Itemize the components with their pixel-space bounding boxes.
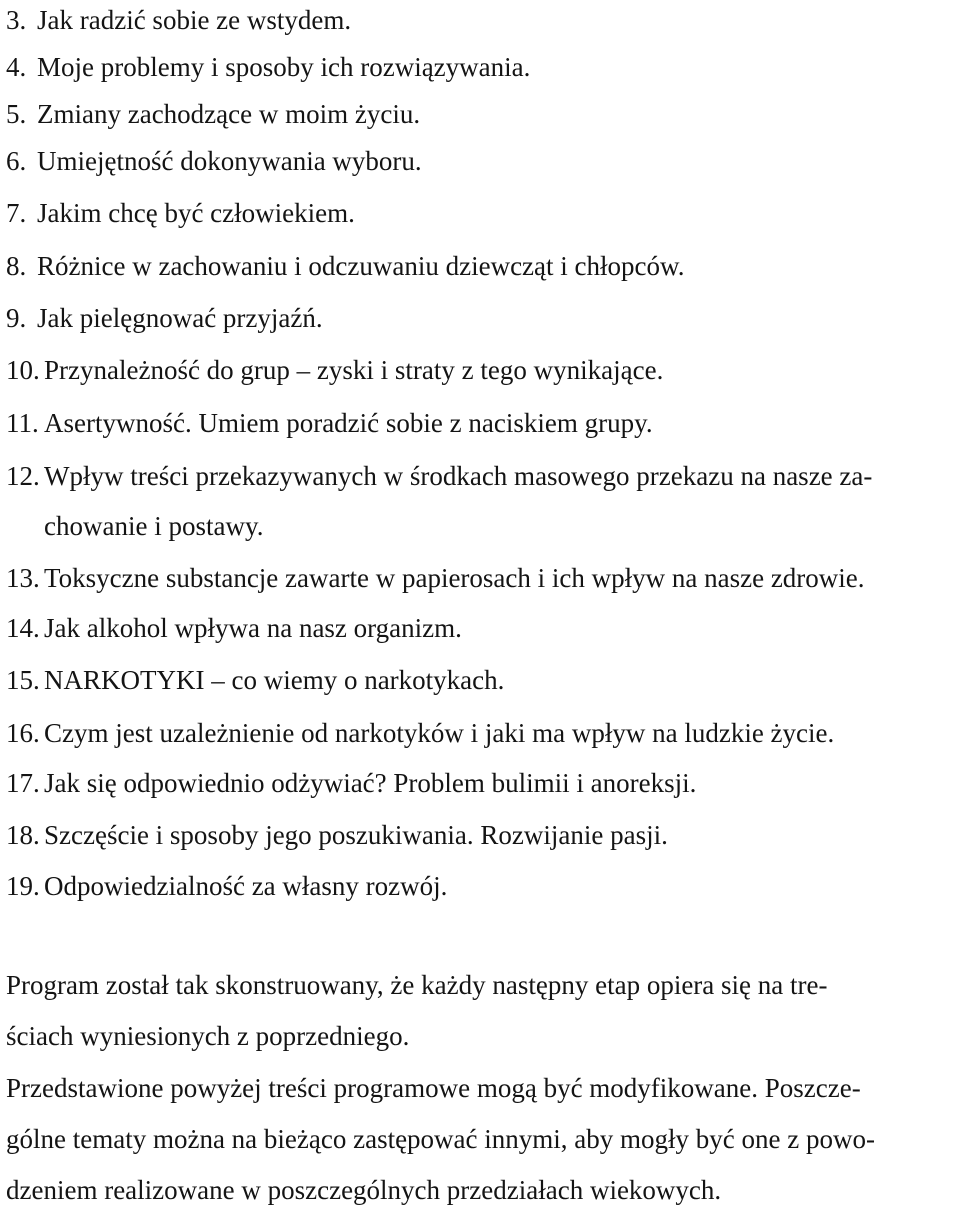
list-item bbox=[0, 608, 960, 648]
list-item bbox=[0, 141, 960, 181]
item-text: Umiejętność dokonywania wyboru. bbox=[37, 146, 422, 176]
list-item bbox=[0, 815, 960, 855]
item-text: Asertywność. Umiem poradzić sobie z naciskiem grupy. bbox=[44, 408, 653, 438]
list-item bbox=[0, 403, 960, 443]
item-number: 17. bbox=[6, 768, 40, 798]
item-number: 15. bbox=[6, 665, 40, 695]
list-item bbox=[0, 0, 960, 40]
item-number: 18. bbox=[6, 820, 40, 850]
item-text: Jak się odpowiednio odżywiać? Problem bulimii i anoreksji. bbox=[44, 768, 697, 798]
paragraph-line: Program został tak skonstruowany, że każdy następny etap opiera się na tre- bbox=[6, 970, 828, 1000]
item-number: 11. bbox=[6, 408, 39, 438]
item-text: Przynależność do grup – zyski i straty z tego wynikające. bbox=[44, 355, 664, 385]
item-number: 10. bbox=[6, 355, 40, 385]
list-item bbox=[0, 660, 960, 700]
list-item bbox=[0, 47, 960, 87]
item-number: 8. bbox=[6, 251, 27, 281]
item-text: Moje problemy i sposoby ich rozwiązywania. bbox=[37, 52, 531, 82]
item-text: Jak radzić sobie ze wstydem. bbox=[37, 5, 352, 35]
item-number: 12. bbox=[6, 461, 40, 491]
item-number: 13. bbox=[6, 563, 40, 593]
item-number: 9. bbox=[6, 303, 27, 333]
list-item bbox=[0, 456, 960, 496]
list-item bbox=[0, 350, 960, 390]
item-number: 19. bbox=[6, 871, 40, 901]
list-item bbox=[0, 193, 960, 233]
item-text: NARKOTYKI – co wiemy o narkotykach. bbox=[44, 665, 505, 695]
item-text: Różnice w zachowaniu i odczuwaniu dziewcząt i chłopców. bbox=[37, 251, 685, 281]
item-number: 3. bbox=[6, 5, 27, 35]
item-number: 6. bbox=[6, 146, 27, 176]
list-item bbox=[0, 763, 960, 803]
item-number: 4. bbox=[6, 52, 27, 82]
item-number: 14. bbox=[6, 613, 40, 643]
item-text: Szczęście i sposoby jego poszukiwania. Rozwijanie pasji. bbox=[44, 820, 668, 850]
item-text: Czym jest uzależnienie od narkotyków i jaki ma wpływ na ludzkie życie. bbox=[44, 718, 835, 748]
item-text: Wpływ treści przekazywanych w środkach masowego przekazu na nasze za- bbox=[44, 461, 873, 491]
item-number: 7. bbox=[6, 198, 27, 228]
item-text: Zmiany zachodzące w moim życiu. bbox=[37, 99, 421, 129]
list-item bbox=[0, 558, 960, 598]
item-number: 5. bbox=[6, 99, 27, 129]
paragraph-line: ściach wyniesionych z poprzedniego. bbox=[6, 1021, 410, 1051]
list-item bbox=[0, 94, 960, 134]
item-text: Odpowiedzialność za własny rozwój. bbox=[44, 871, 448, 901]
list-item bbox=[0, 298, 960, 338]
paragraph-line: Przedstawione powyżej treści programowe mogą być modyfikowane. Poszcze- bbox=[6, 1073, 861, 1103]
paragraph-line: dzeniem realizowane w poszczególnych przedziałach wiekowych. bbox=[6, 1175, 722, 1205]
list-item-continuation: chowanie i postawy. bbox=[44, 511, 264, 541]
item-text: Jak alkohol wpływa na nasz organizm. bbox=[44, 613, 462, 643]
paragraph-line: gólne tematy można na bieżąco zastępować innymi, aby mogły być one z powo- bbox=[6, 1124, 875, 1154]
item-number: 16. bbox=[6, 718, 40, 748]
list-item bbox=[0, 713, 960, 753]
list-item bbox=[0, 246, 960, 286]
item-text: Toksyczne substancje zawarte w papierosach i ich wpływ na nasze zdrowie. bbox=[44, 563, 865, 593]
item-text: Jak pielęgnować przyjaźń. bbox=[37, 303, 323, 333]
item-text: Jakim chcę być człowiekiem. bbox=[37, 198, 355, 228]
list-item bbox=[0, 866, 960, 906]
